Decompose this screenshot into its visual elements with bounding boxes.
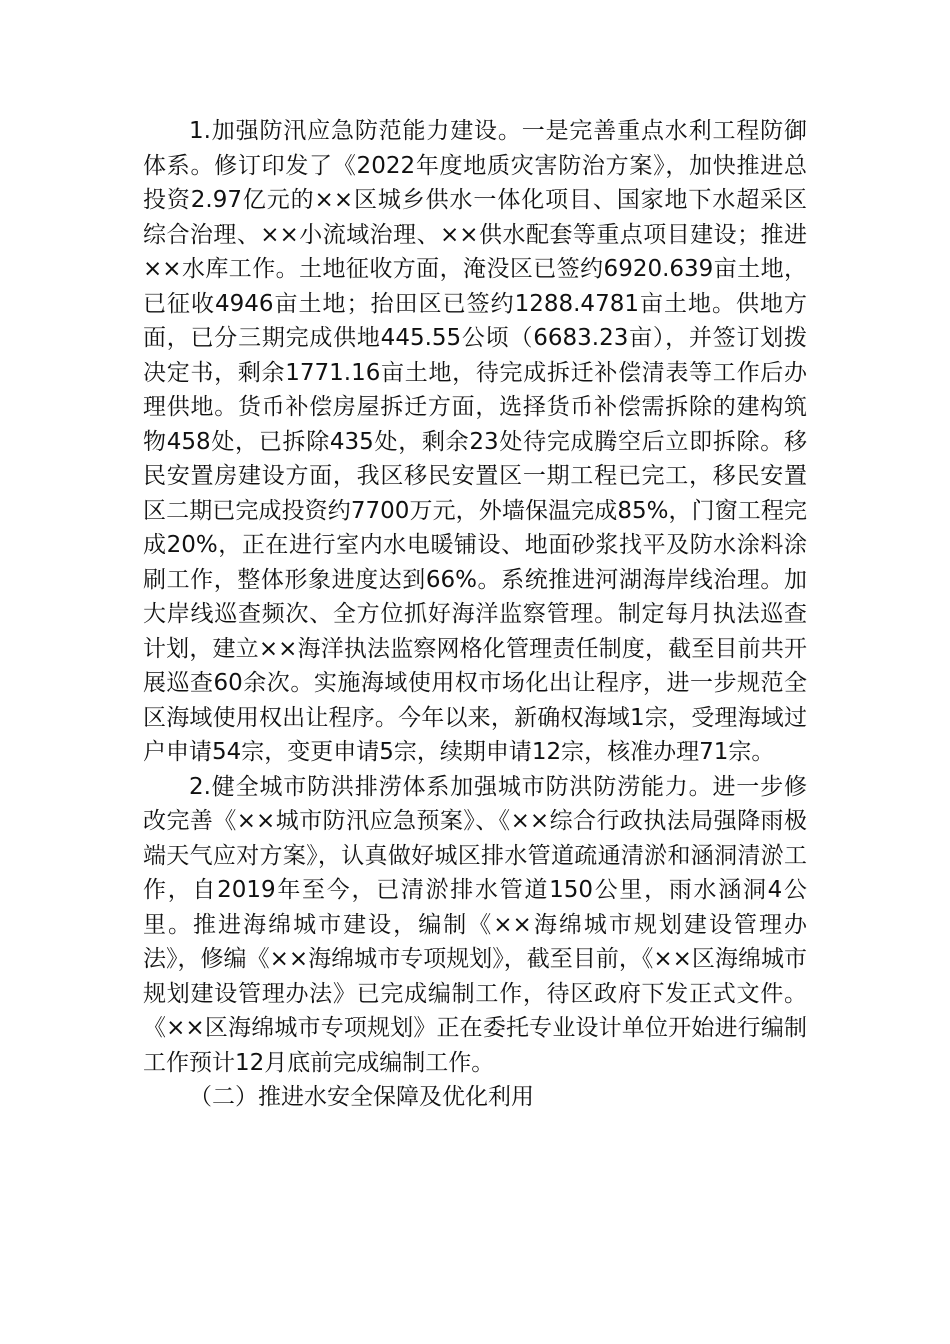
paragraph-urban-drainage: 2.健全城市防洪排涝体系加强城市防洪防涝能力。进一步修改完善《××城市防汛应急预案》、《××综合行政执法局强降雨极端天气应对方案》，认真做好城区排水管道疏通清淤和涵洞清淤工作，自2019年至今，已清淤排水管道150公里，雨水涵洞4公里。推进海绵城市建设，编制《××海绵城市规划建设管理办法》，修编《××海绵城市专项规划》，截至目前，《××区海绵城市规划建设管理办法》已完成编制工作，待区政府下发正式文件。《××区海绵城市专项规划》正在委托专业设计单位开始进行编制工作预计12月底前完成编制工作。 <box>143 773 807 1076</box>
section-heading: （二）推进水安全保障及优化利用 <box>189 1084 534 1110</box>
paragraph-flood-prevention: 1.加强防汛应急防范能力建设。一是完善重点水利工程防御体系。修订印发了《2022年度地质灾害防治方案》，加快推进总投资2.97亿元的××区城乡供水一体化项目、国家地下水超采区综合治理、××小流域治理、××供水配套等重点项目建设；推进××水库工作。土地征收方面，淹没区已签约6920.639亩土地，已征收4946亩土地；抬田区已签约1288.4781亩土地。供地方面，已分三期完成供地445.55公顷（6683.23亩），并签订划拨决定书，剩余1771.16亩土地，待完成拆迁补偿清表等工作后办理供地。货币补偿房屋拆迁方面，选择货币补偿需拆除的建构筑物458处，已拆除435处，剩余23处待完成腾空后立即拆除。移民安置房建设方面，我区移民安置区一期工程已完工，移民安置区二期已完成投资约7700万元，外墙保温完成85%，门窗工程完成20%，正在进行室内水电暖铺设、地面砂浆找平及防水涂料涂刷工作，整体形象进度达到66%。系统推进河湖海岸线治理。加大岸线巡查频次、全方位抓好海洋监察管理。制定每月执法巡查计划，建立××海洋执法监察网格化管理责任制度，截至目前共开展巡查60余次。实施海域使用权市场化出让程序，进一步规范全区海域使用权出让程序。今年以来，新确权海域1宗，受理海域过户申请54宗，变更申请5宗，续期申请12宗，核准办理71宗。 <box>143 118 807 765</box>
document-body <box>143 114 807 1115</box>
